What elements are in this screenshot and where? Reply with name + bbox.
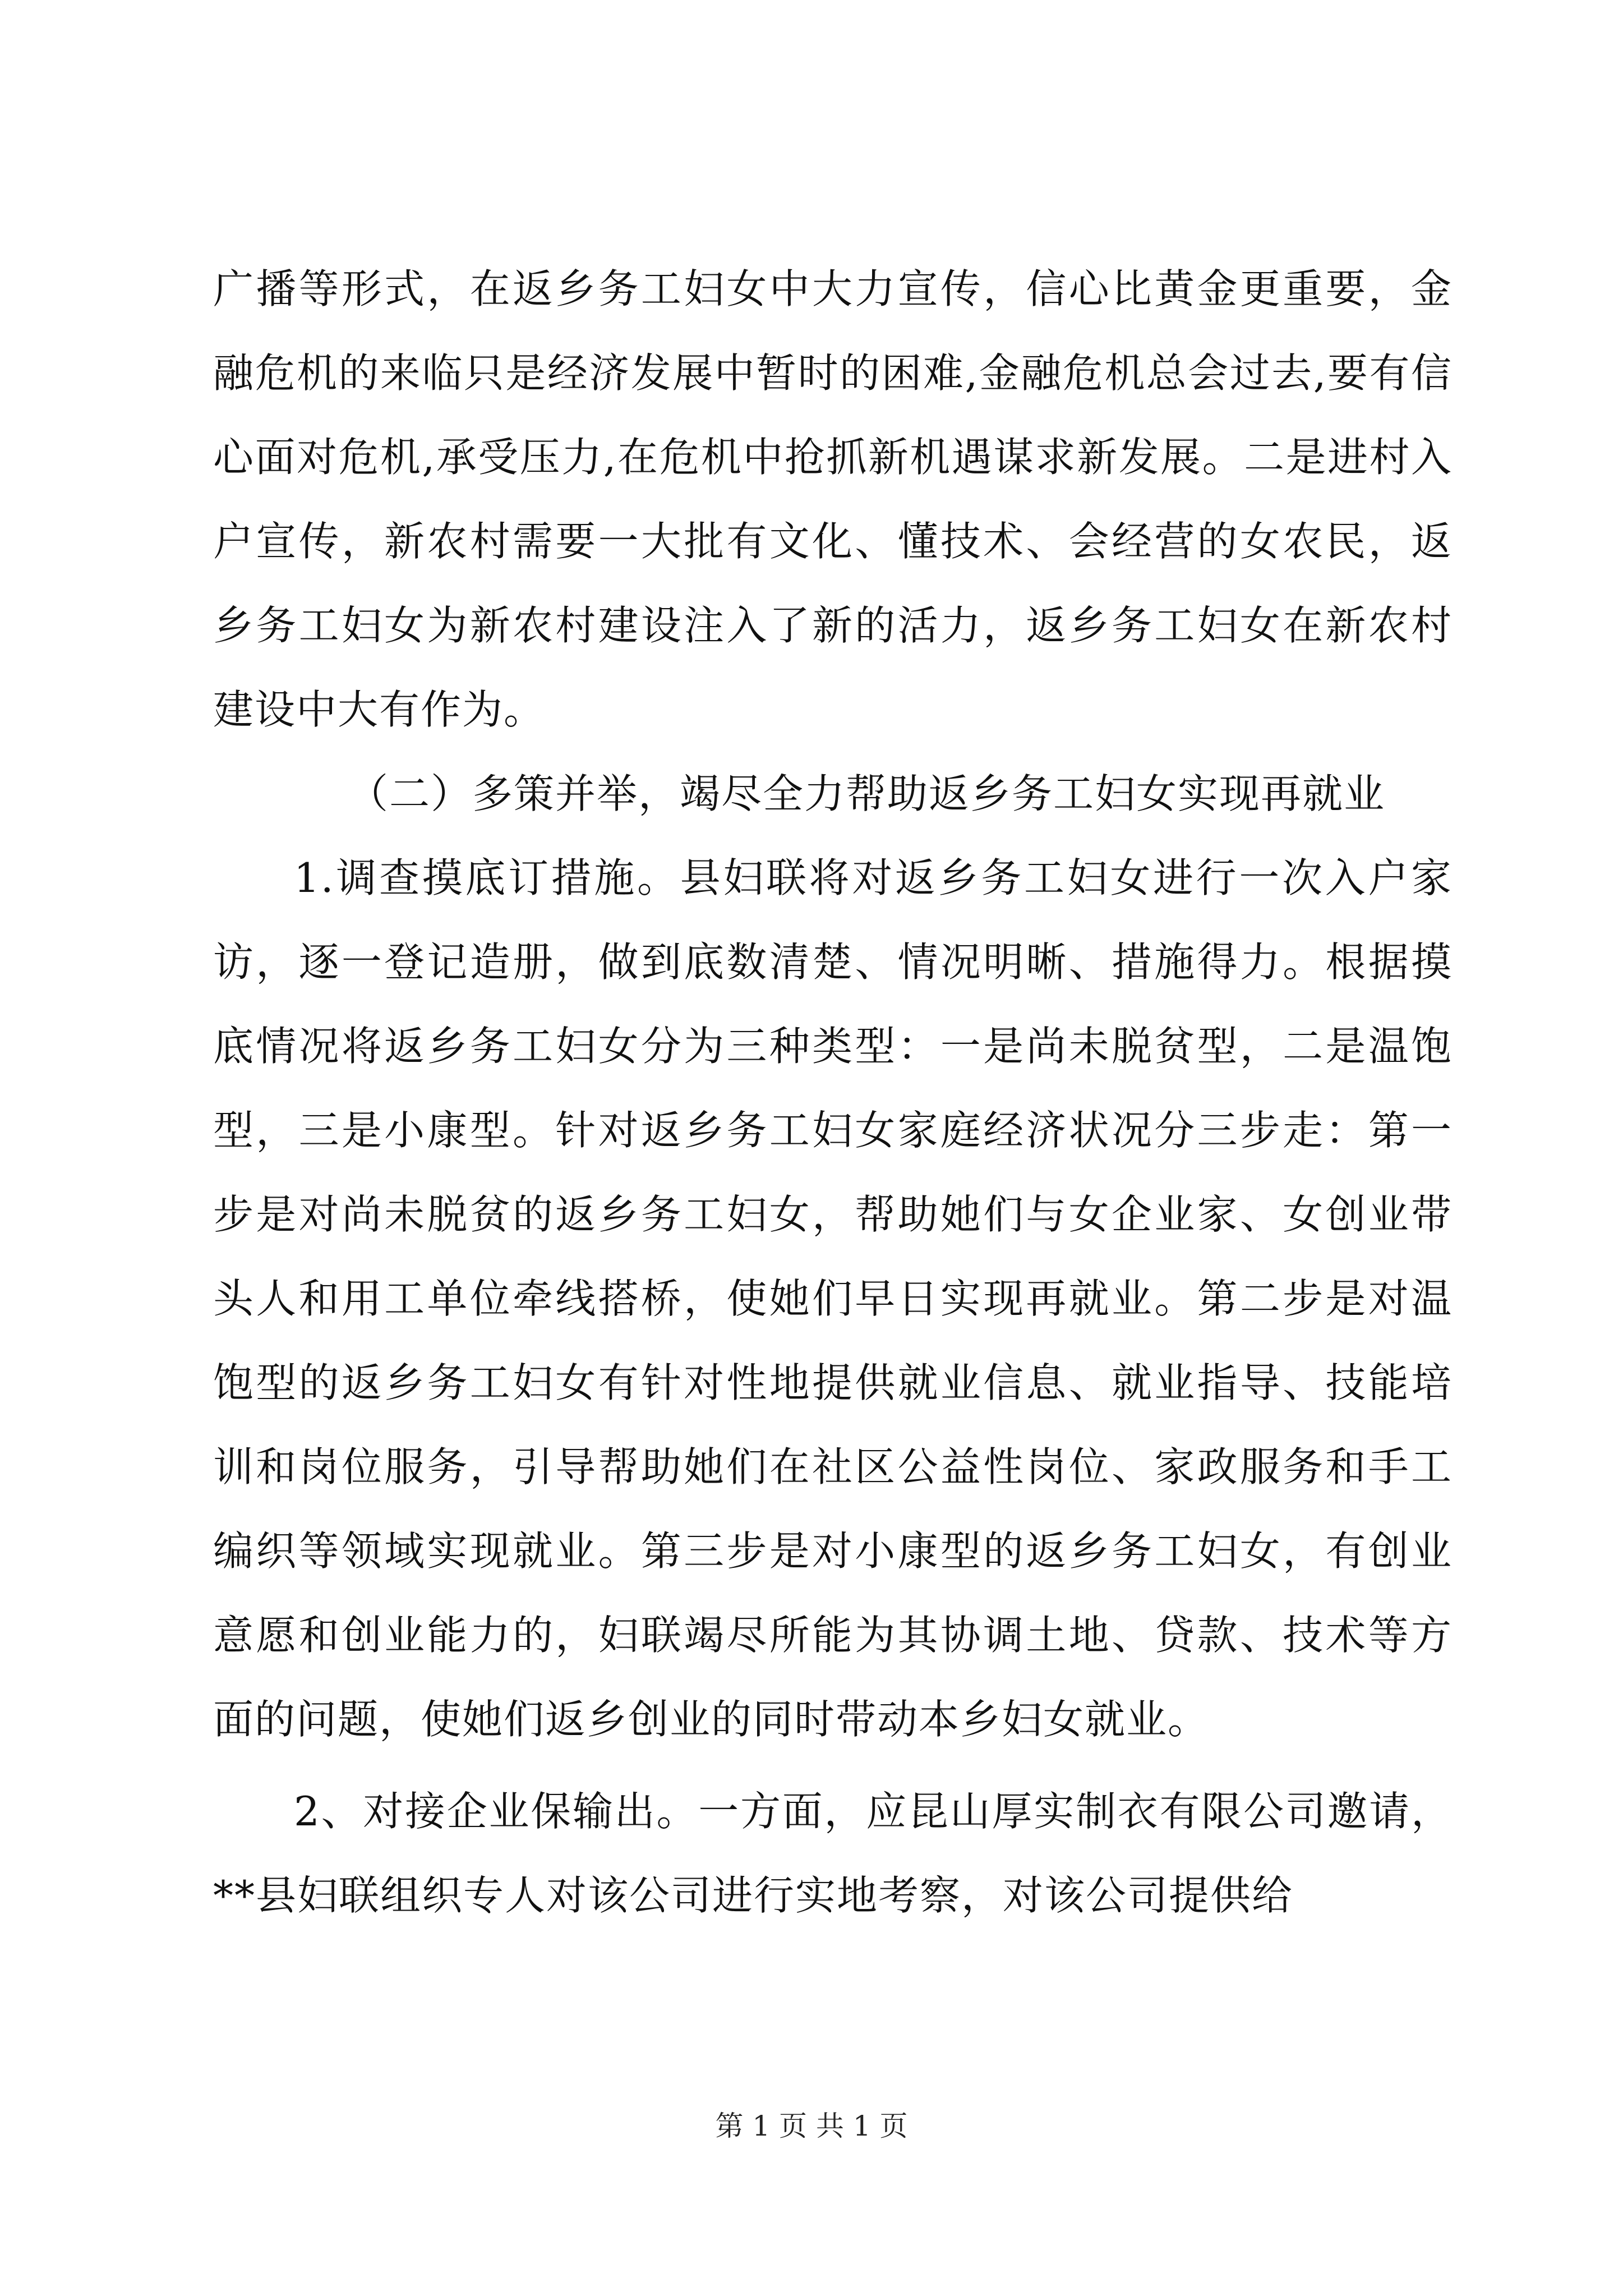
section-heading-2: （二）多策并举，竭尽全力帮助返乡务工妇女实现再就业 <box>348 770 1386 817</box>
paragraph-promotion: 广播等形式，在返乡务工妇女中大力宣传，信心比黄金更重要，金融危机的来临只是经济发展中暂时的困难,金融危机总会过去,要有信心面对危机,承受压力,在危机中抢抓新机遇谋求新发展。二是进村入户宣传，新农村需要一大批有文化、懂技术、会经营的女农民，返乡务工妇女为新农村建设注入了新的活力，返乡务工妇女在新农村建设中大有作为。 <box>213 265 1453 733</box>
paragraph-enterprise-docking: 2、对接企业保输出。一方面，应昆山厚实制衣有限公司邀请，**县妇联组织专人对该公司进行实地考察，对该公司提供给 <box>213 1788 1453 1919</box>
page-footer: 第 1 页 共 1 页 <box>715 2110 908 2142</box>
document-body <box>213 247 1453 1938</box>
paragraph-survey-measures: 1.调查摸底订措施。县妇联将对返乡务工妇女进行一次入户家访，逐一登记造册，做到底数清楚、情况明晰、措施得力。根据摸底情况将返乡务工妇女分为三种类型：一是尚未脱贫型，二是温饱型，三是小康型。针对返乡务工妇女家庭经济状况分三步走：第一步是对尚未脱贫的返乡务工妇女，帮助她们与女企业家、女创业带头人和用工单位牵线搭桥，使她们早日实现再就业。第二步是对温饱型的返乡务工妇女有针对性地提供就业信息、就业指导、技能培训和岗位服务，引导帮助她们在社区公益性岗位、家政服务和手工编织等领域实现就业。第三步是对小康型的返乡务工妇女，有创业意愿和创业能力的，妇联竭尽所能为其协调土地、贷款、技术等方面的问题，使她们返乡创业的同时带动本乡妇女就业。 <box>213 854 1453 1743</box>
